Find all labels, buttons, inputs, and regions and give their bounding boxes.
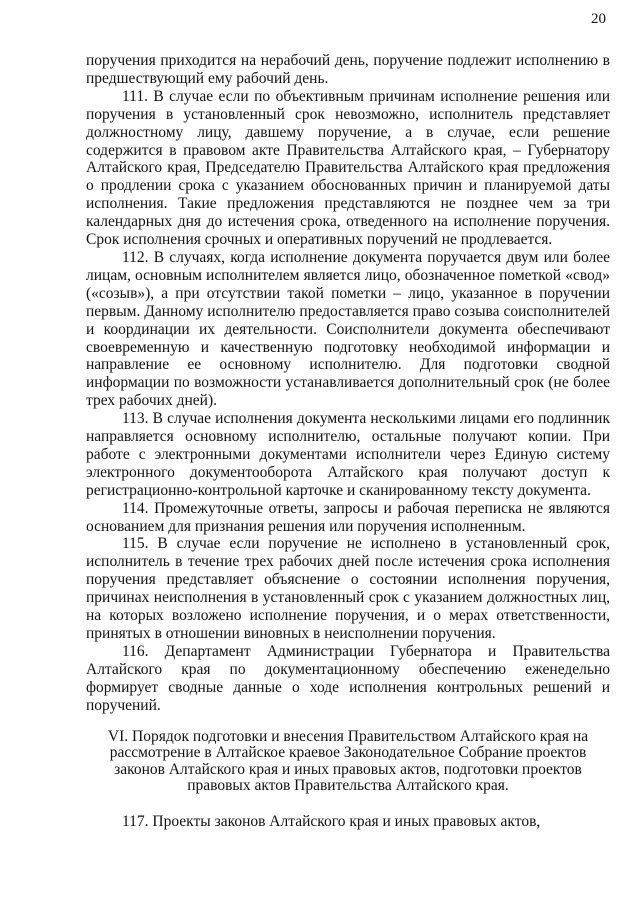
section-heading <box>86 729 610 795</box>
paragraph-continuation: поручения приходится на нерабочий день, поручение подлежит исполнению в предшествующий ему рабочий день. <box>86 52 610 87</box>
paragraph-115: 115. В случае если поручение не исполнено в установленный срок, исполнитель в течение трех рабочих дней после истечения срока исполнения поручения представляет объяснение о состоянии исполнения поручения, причинах неисполнения в установленный срок с указанием должностных лиц, на которых возложено исполнение поручения, и о мерах ответственности, принятых в отношении виновных в неисполнении поручения. <box>86 535 610 642</box>
paragraph-113: 113. В случае исполнения документа несколькими лицами его подлинник направляется основному исполнителю, остальные получают копии. При работе с электронными документами исполнители через Единую систему электронного документооборота Алтайского края получают доступ к регистрационно-контрольной карточке и сканированному тексту документа. <box>86 410 610 499</box>
page-number: 20 <box>591 11 606 27</box>
section-heading-line: рассмотрение в Алтайское краевое Законодательное Собрание проектов <box>109 744 587 762</box>
paragraph-116: 116. Департамент Администрации Губернатора и Правительства Алтайского края по документационному обеспечению еженедельно формирует сводные данные о ходе исполнения контрольных решений и поручений. <box>86 642 610 714</box>
document-body <box>86 52 610 830</box>
paragraph-114: 114. Промежуточные ответы, запросы и рабочая переписка не являются основанием для признания решения или поручения исполненным. <box>86 499 610 535</box>
section-heading-line: VI. Порядок подготовки и внесения Правительством Алтайского края на <box>107 727 589 745</box>
section-heading-line: правовых актов Правительства Алтайского края. <box>187 777 509 795</box>
section-heading-line: законов Алтайского края и иных правовых актов, подготовки проектов <box>114 760 582 778</box>
paragraph-111: 111. В случае если по объективным причинам исполнение решения или поручения в установленный срок невозможно, исполнитель представляет должностному лицу, давшему поручение, а в случае, если решение содержится в правовом акте Правительства Алтайского края, – Губернатору Алтайского края, Председателю Правительства Алтайского края предложения о продлении срока с указанием обоснованных причин и планируемой даты исполнения. Такие предложения представляются не позднее чем за три календарных дня до истечения срока, отведенного на исполнение поручения. Срок исполнения срочных и оперативных поручений не продлевается. <box>86 87 610 249</box>
paragraph-117: 117. Проекты законов Алтайского края и иных правовых актов, <box>122 812 541 830</box>
paragraph-112: 112. В случаях, когда исполнение документа поручается двум или более лицам, основным исполнителем является лицо, обозначенное пометкой «свод» («созыв»), а при отсутствии такой пометки – лицо, указанное в поручении первым. Данному исполнителю предоставляется право созыва соисполнителей и координации их деятельности. Соисполнители документа обеспечивают своевременную и качественную подготовку необходимой информации и направление ее основному исполнителю. Для подготовки сводной информации по возможности устанавливается дополнительный срок (не более трех рабочих дней). <box>86 248 610 410</box>
